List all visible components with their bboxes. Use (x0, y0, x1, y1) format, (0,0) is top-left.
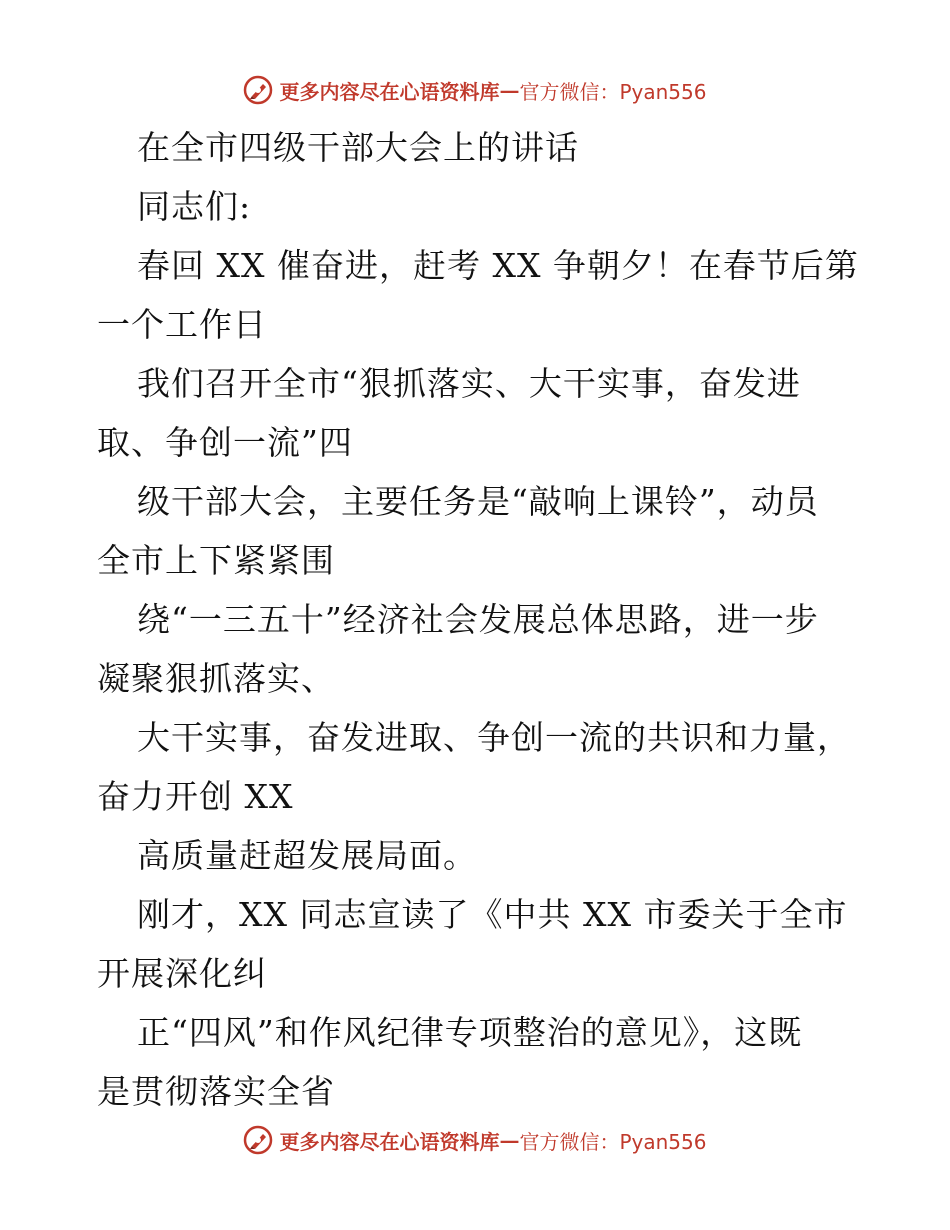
banner-main-text: 更多内容尽在心语资料库 (279, 79, 500, 104)
banner-main-text: 更多内容尽在心语资料库 (279, 1129, 500, 1154)
text-line: 高质量赶超发展局面。 (137, 836, 477, 875)
text-line: 绕“一三五十”经济社会发展总体思路，进一步 (137, 600, 819, 639)
text-line: 刚才，XX 同志宣读了《中共 XX 市委关于全市 (137, 895, 848, 934)
banner-dash: — (499, 78, 520, 102)
text-line: 同志们: (137, 187, 252, 226)
banner-contact-text: 官方微信：Pyan556 (519, 1129, 707, 1154)
text-line: 开展深化纠 (97, 954, 267, 993)
text-line: 大干实事，奋发进取、争创一流的共识和力量， (137, 718, 851, 757)
text-line: 级干部大会，主要任务是“敲响上课铃”，动员 (137, 482, 819, 521)
logo-icon (243, 75, 273, 105)
text-line: 在全市四级干部大会上的讲话 (137, 128, 579, 167)
text-line: 我们召开全市“狠抓落实、大干实事，奋发进 (137, 364, 801, 403)
document-body (97, 118, 857, 1121)
footer-banner (0, 1120, 950, 1160)
text-line: 全市上下紧紧围 (97, 541, 335, 580)
text-line: 奋力开创 XX (97, 777, 294, 816)
text-line: 一个工作日 (97, 305, 267, 344)
banner-dash: — (499, 1128, 520, 1152)
text-line: 取、争创一流”四 (97, 423, 353, 462)
text-line: 是贯彻落实全省 (97, 1072, 335, 1111)
text-line: 春回 XX 催奋进，赶考 XX 争朝夕！在春节后第 (137, 246, 859, 285)
text-line: 正“四风”和作风纪律专项整治的意见》，这既 (137, 1013, 803, 1052)
logo-icon (243, 1125, 273, 1155)
text-line: 凝聚狠抓落实、 (97, 659, 335, 698)
banner-contact-text: 官方微信：Pyan556 (519, 79, 707, 104)
header-banner (0, 70, 950, 110)
